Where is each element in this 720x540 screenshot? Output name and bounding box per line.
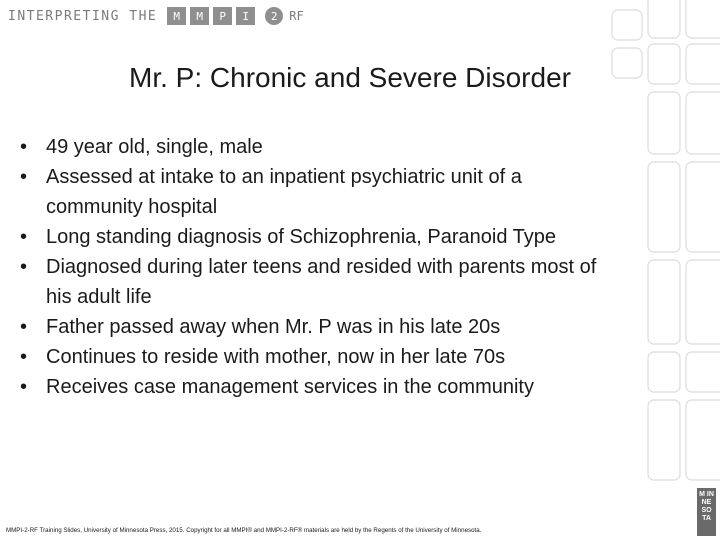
bullet-list — [20, 132, 620, 402]
brand-letter-i: I — [236, 7, 255, 25]
bullet-dot: • — [20, 226, 28, 248]
bullet-text: Diagnosed during later teens and resided with parents most of his adult life — [46, 256, 597, 308]
bullet-text: Long standing diagnosis of Schizophrenia, Paranoid Type — [46, 226, 556, 248]
university-logo: M IN NE SO TA — [697, 488, 716, 536]
bullet-item — [20, 162, 620, 222]
bullet-dot: • — [20, 376, 28, 398]
bullet-dot: • — [20, 136, 28, 158]
brand-header — [8, 6, 304, 26]
brand-suffix: RF — [289, 9, 304, 23]
bullet-text: Receives case management services in the community — [46, 376, 534, 398]
bullet-text: Father passed away when Mr. P was in his late 20s — [46, 316, 501, 338]
slide-title: Mr. P: Chronic and Severe Disorder — [129, 62, 571, 93]
brand-letter-m1: M — [167, 7, 186, 25]
bullet-text: 49 year old, single, male — [46, 136, 263, 158]
bullet-dot: • — [20, 256, 28, 278]
copyright-footer: MMPI-2-RF Training Slides, University of Minnesota Press, 2015. Copyright for all MMPI® and MMPI-2-RF® materials are held by the Regents of the University of Minnesota. — [6, 527, 482, 534]
bullet-item — [20, 222, 620, 252]
bullet-text: Continues to reside with mother, now in her late 70s — [46, 346, 506, 368]
bullet-item — [20, 372, 620, 402]
bullet-dot: • — [20, 316, 28, 338]
brand-edition-badge: 2 — [265, 7, 283, 25]
brand-prefix: INTERPRETING THE — [8, 8, 158, 24]
bullet-item — [20, 312, 620, 342]
bullet-item — [20, 342, 620, 372]
brand-letter-m2: M — [190, 7, 209, 25]
bullet-item — [20, 132, 620, 162]
bullet-dot: • — [20, 346, 28, 368]
bullet-dot: • — [20, 166, 28, 188]
bullet-item — [20, 252, 620, 312]
bullet-text: Assessed at intake to an inpatient psychiatric unit of a community hospital — [46, 166, 522, 218]
brand-letter-p: P — [213, 7, 232, 25]
